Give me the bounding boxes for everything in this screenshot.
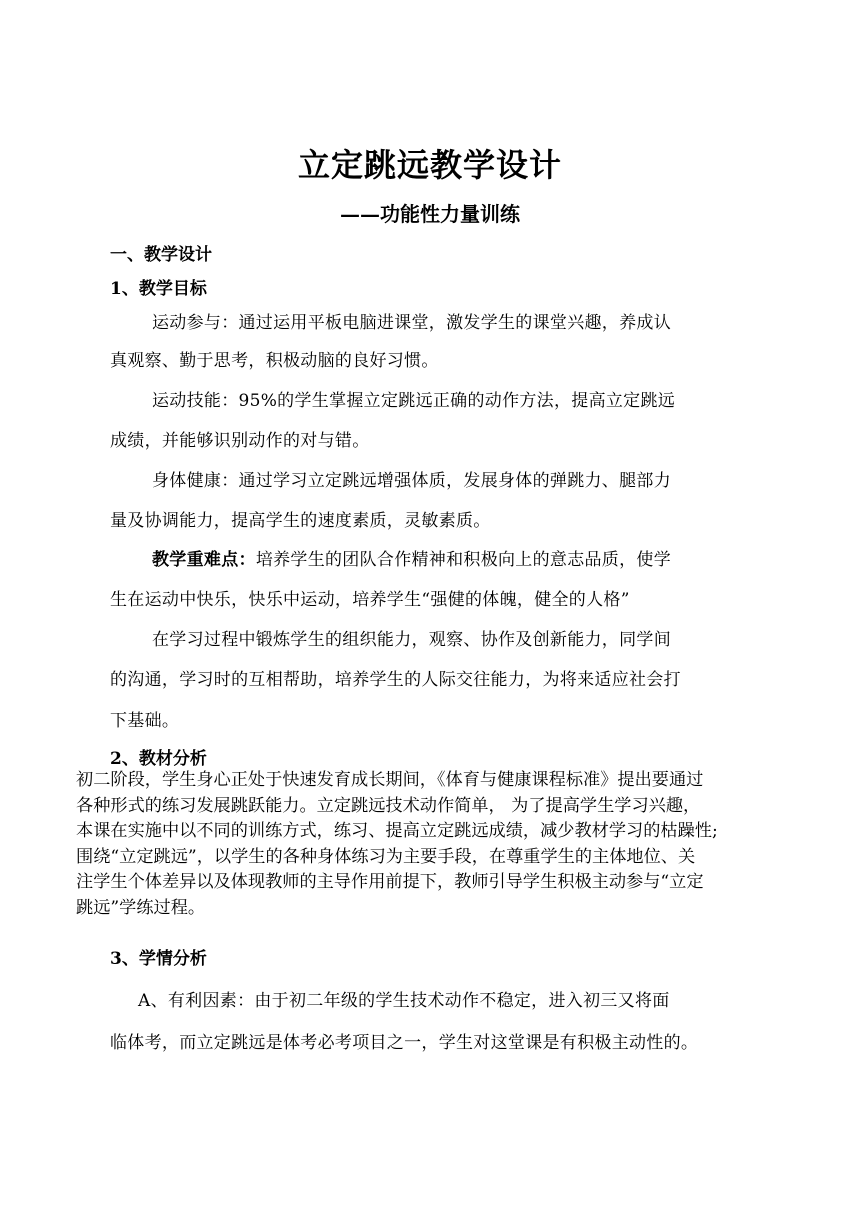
goal-health-line-1: 身体健康：通过学习立定跳远增强体质，发展身体的弹跳力、腿部力 <box>152 471 671 491</box>
goal-skill-line-1: 运动技能：95%的学生掌握立定跳远正确的动作方法，提高立定跳远 <box>152 391 676 411</box>
goal-health-line-2: 量及协调能力，提高学生的速度素质，灵敏素质。 <box>110 511 491 531</box>
student-analysis-line-1: A、有利因素：由于初二年级的学生技术动作不稳定，进入初三又将面 <box>138 991 670 1011</box>
goal-participation-line-1: 运动参与：通过运用平板电脑进课堂，激发学生的课堂兴趣，养成认 <box>152 313 671 333</box>
key-difficulty-label: 教学重难点： <box>152 550 256 570</box>
material-line-1: 初二阶段，学生身心正处于快速发育成长期间，《体育与健康课程标准》提出要通过 <box>76 770 704 790</box>
goal-skill-line-2: 成绩，并能够识别动作的对与错。 <box>110 431 370 451</box>
subheading-material-analysis: 2、教材分析 <box>110 749 207 769</box>
material-line-3: 本课在实施中以不同的训练方式，练习、提高立定跳远成绩，减少教材学习的枯躁性; <box>76 821 718 841</box>
ability-paragraph-line-3: 下基础。 <box>110 711 180 731</box>
subheading-student-analysis: 3、学情分析 <box>110 949 207 969</box>
ability-paragraph-line-1: 在学习过程中锻炼学生的组织能力，观察、协作及创新能力，同学间 <box>152 630 671 650</box>
goal-participation-line-2: 真观察、勤于思考，积极动脑的良好习惯。 <box>110 351 439 371</box>
material-line-5: 注学生个体差异以及体现教师的主导作用前提下，教师引导学生积极主动参与“立定 <box>76 872 704 892</box>
material-line-2: 各种形式的练习发展跳跃能力。立定跳远技术动作简单， 为了提高学生学习兴趣， <box>76 795 701 816</box>
material-line-4: 围绕“立定跳远”，以学生的各种身体练习为主要手段，在尊重学生的主体地位、关 <box>76 846 696 867</box>
document-subtitle: ——功能性力量训练 <box>340 202 520 226</box>
ability-paragraph-line-2: 的沟通，学习时的互相帮助，培养学生的人际交往能力，为将来适应社会打 <box>110 670 681 690</box>
material-analysis-paragraph <box>76 768 796 921</box>
key-difficulty-line-1 <box>152 545 671 570</box>
key-difficulty-text: 培养学生的团队合作精神和积极向上的意志品质，使学 <box>255 550 672 570</box>
student-analysis-line-2: 临体考，而立定跳远是体考必考项目之一，学生对这堂课是有积极主动性的。 <box>110 1033 699 1053</box>
document-title: 立定跳远教学设计 <box>297 146 562 184</box>
material-line-6: 跳远”学练过程。 <box>76 897 206 918</box>
section-heading-teaching-design: 一、教学设计 <box>110 245 212 265</box>
subheading-teaching-goals: 1、教学目标 <box>110 279 207 299</box>
key-difficulty-line-2: 生在运动中快乐，快乐中运动，培养学生“强健的体魄，健全的人格” <box>110 590 630 610</box>
